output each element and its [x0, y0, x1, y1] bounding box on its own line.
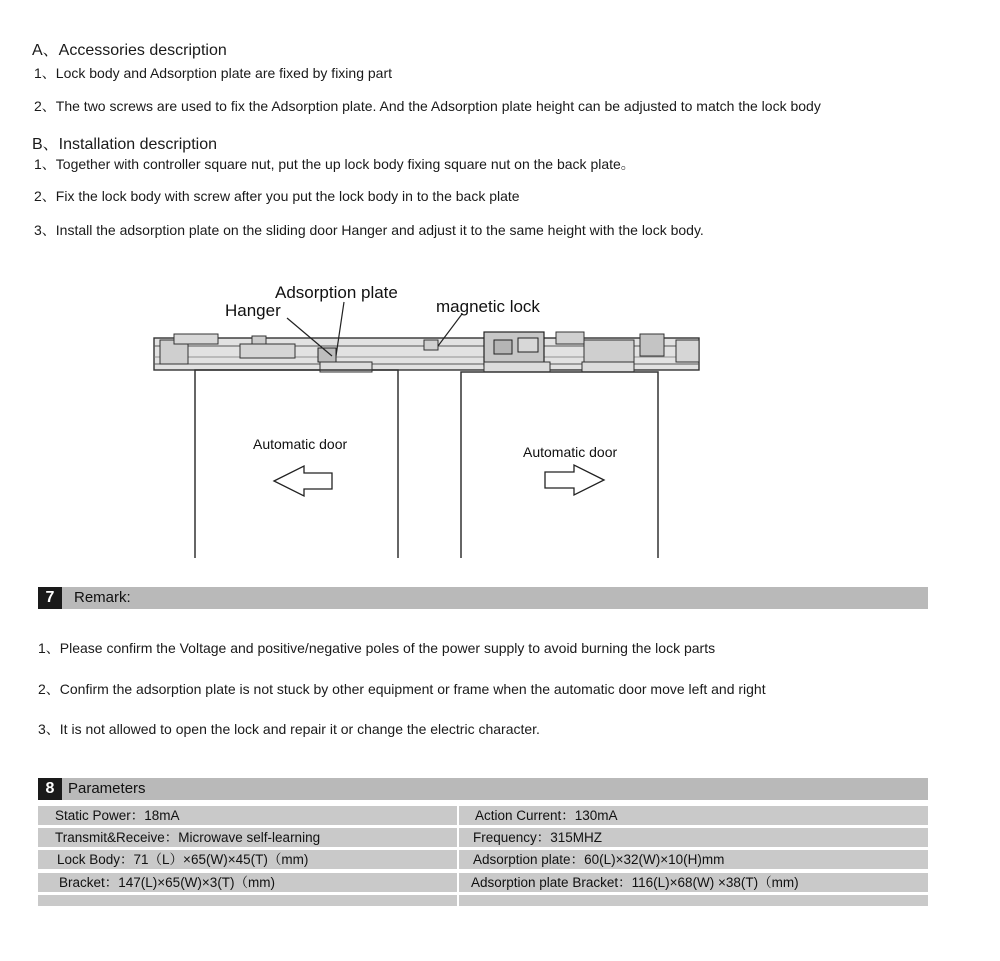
accessories-heading: A、Accessories description [32, 42, 227, 59]
parameters-header [38, 778, 928, 800]
param-transmit-receive: Transmit&Receive：Microwave self-learning [55, 830, 321, 845]
param-action-current: Action Current：130mA [475, 808, 618, 823]
right-door [461, 372, 658, 558]
remark-item-1: 1、Please confirm the Voltage and positive/negative poles of the power supply to avoid burning the lock parts [38, 640, 716, 656]
table-row [38, 806, 928, 825]
table-row [38, 895, 928, 906]
table-row [38, 873, 928, 892]
installation-item-2: 2、Fix the lock body with screw after you put the lock body in to the back plate [34, 188, 520, 204]
param-static-power: Static Power：18mA [55, 808, 180, 823]
remark-number-badge: 7 [38, 587, 62, 609]
param-adsorption-plate-bracket: Adsorption plate Bracket：116(L)×68(W) ×38(T)（mm) [471, 875, 799, 890]
table-row [38, 850, 928, 869]
table-column-divider [457, 806, 459, 906]
remark-title: Remark: [74, 589, 131, 606]
param-adsorption-plate: Adsorption plate：60(L)×32(W)×10(H)mm [473, 852, 725, 867]
right-door-label: Automatic door [523, 444, 618, 460]
left-door-label: Automatic door [253, 436, 348, 452]
left-door [195, 370, 398, 558]
label-magnetic-lock: magnetic lock [436, 297, 540, 316]
installation-item-1: 1、Together with controller square nut, put the up lock body fixing square nut on the back plate。 [34, 156, 635, 172]
remark-item-2: 2、Confirm the adsorption plate is not stuck by other equipment or frame when the automatic door move left and right [38, 681, 766, 697]
table-row [38, 828, 928, 847]
parameters-number-badge: 8 [38, 778, 62, 800]
remark-header [38, 587, 928, 609]
parameters-title: Parameters [68, 780, 146, 797]
arrow-right-icon [545, 465, 604, 495]
installation-item-3: 3、Install the adsorption plate on the sliding door Hanger and adjust it to the same height with the lock body. [34, 222, 704, 238]
track-rail [154, 332, 699, 372]
label-adsorption-plate: Adsorption plate [275, 283, 398, 302]
param-bracket: Bracket：147(L)×65(W)×3(T)（mm) [59, 875, 276, 890]
param-frequency: Frequency：315MHZ [473, 830, 603, 845]
door-diagram [0, 270, 1000, 570]
arrow-left-icon [274, 466, 332, 496]
accessories-item-2: 2、The two screws are used to fix the Adsorption plate. And the Adsorption plate height can be adjusted to match the lock body [34, 98, 821, 114]
remark-item-3: 3、It is not allowed to open the lock and repair it or change the electric character. [38, 721, 540, 737]
installation-heading: B、Installation description [32, 136, 217, 153]
label-hanger: Hanger [225, 301, 281, 320]
accessories-item-1: 1、Lock body and Adsorption plate are fixed by fixing part [34, 65, 392, 81]
param-lock-body: Lock Body：71（L）×65(W)×45(T)（mm) [57, 852, 309, 867]
